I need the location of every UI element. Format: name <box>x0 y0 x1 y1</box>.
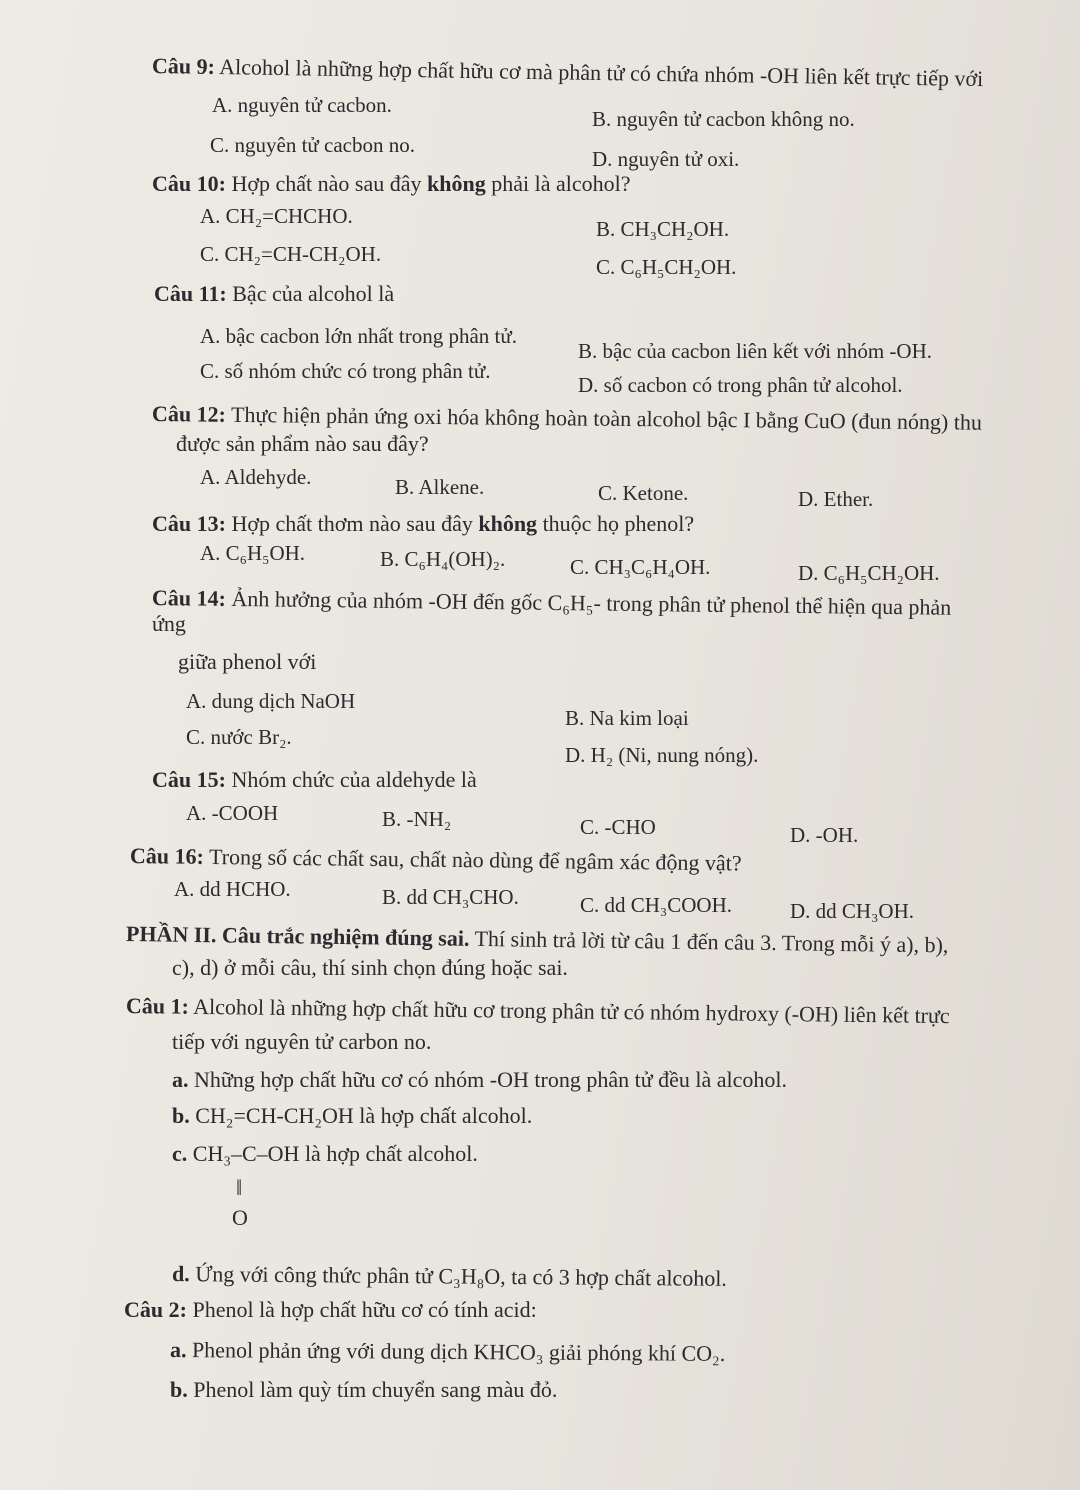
question-12-text-1: Thực hiện phản ứng oxi hóa không hoàn toàn alcohol bậc I bằng CuO (đun nóng) thu <box>230 401 983 435</box>
question-10 <box>152 170 630 198</box>
question-12-option-a: A. Aldehyde. <box>200 465 312 489</box>
question-10-text-post: phải là alcohol? <box>491 171 631 196</box>
question-10-text-bold: không <box>426 171 486 196</box>
question-16-text: Trong số các chất sau, chất nào dùng để ngâm xác động vật? <box>208 843 742 876</box>
question-13-option-c: C. CH₃C₆H₄OH. <box>570 555 711 579</box>
part-2-text-2: c), d) ở mỗi câu, thí sinh chọn đúng hoặc sai. <box>172 955 568 980</box>
question-14-option-c: C. nước Br₂. <box>186 725 292 749</box>
question-11-option-d: D. số cacbon có trong phân tử alcohol. <box>578 373 903 397</box>
question-10-label: Câu 10: <box>152 171 226 196</box>
question-11-option-c: C. số nhóm chức có trong phân tử. <box>200 359 491 383</box>
question-10-option-b: B. CH₃CH₂OH. <box>596 217 730 241</box>
question-11-label: Câu 11: <box>154 281 227 306</box>
question-10-option-a: A. CH₂=CHCHO. <box>200 204 353 228</box>
question-14-line-1 <box>152 584 952 622</box>
question-13-option-b: B. C₆H₄(OH)₂. <box>380 547 506 571</box>
tf-question-1-a-text: Những hợp chất hữu cơ có nhóm -OH trong phân tử đều là alcohol. <box>194 1067 788 1092</box>
question-16-option-c: C. dd CH₃COOH. <box>580 893 733 917</box>
tf-question-1-item-a <box>172 1066 787 1094</box>
part-2-text-1: Thí sinh trả lời từ câu 1 đến câu 3. Trong mỗi ý a), b), <box>474 925 949 958</box>
question-13 <box>152 510 694 538</box>
tf-question-1-item-c <box>172 1140 478 1168</box>
question-14-option-b: B. Na kim loại <box>565 706 689 730</box>
question-11-option-a: A. bậc cacbon lớn nhất trong phân tử. <box>200 324 517 348</box>
question-13-label: Câu 13: <box>152 511 226 536</box>
tf-question-1-text-1: Alcohol là những hợp chất hữu cơ trong phân tử có nhóm hydroxy (-OH) liên kết trực <box>193 993 950 1029</box>
question-14-text-3: giữa phenol với <box>178 649 317 674</box>
question-12-option-d: D. Ether. <box>798 487 874 511</box>
question-16-label: Câu 16: <box>129 843 205 869</box>
tf-question-1-b-text: CH₂=CH-CH₂OH là hợp chất alcohol. <box>195 1103 533 1128</box>
question-14-text-2: ứng <box>152 611 186 636</box>
question-14-option-d: D. H₂ (Ni, nung nóng). <box>565 743 759 767</box>
question-14-text-1: Ảnh hưởng của nhóm -OH đến gốc C₆H₅- trong phân tử phenol thể hiện qua phản <box>231 585 952 620</box>
tf-question-1-line-1 <box>126 992 950 1030</box>
question-11-text: Bậc của alcohol là <box>232 281 395 306</box>
question-13-text-bold: không <box>478 511 538 536</box>
question-13-text-post: thuộc họ phenol? <box>542 511 695 536</box>
question-9-option-a: A. nguyên tử cacbon. <box>212 93 392 117</box>
tf-question-1-item-b <box>172 1102 532 1130</box>
question-14-option-a: A. dung dịch NaOH <box>186 689 356 713</box>
tf-question-2-label: Câu 2: <box>124 1297 187 1322</box>
question-9-text: Alcohol là những hợp chất hữu cơ mà phân tử có chứa nhóm -OH liên kết trực tiếp với <box>219 54 984 92</box>
tf-question-2 <box>124 1296 537 1324</box>
question-12-text-2: được sản phẩm nào sau đây? <box>176 431 429 456</box>
tf-question-2-b-label: b. <box>170 1377 188 1402</box>
question-10-option-c: C. CH₂=CH-CH₂OH. <box>200 242 382 266</box>
question-13-option-a: A. C₆H₅OH. <box>200 541 306 565</box>
question-16-option-b: B. dd CH₃CHO. <box>382 885 519 909</box>
tf-question-1-text-2: tiếp với nguyên tử carbon no. <box>172 1029 432 1054</box>
tf-question-1-c-double-bond: ‖ <box>236 1175 243 1200</box>
question-14-label: Câu 14: <box>151 585 227 611</box>
tf-question-1-c-label: c. <box>172 1141 188 1166</box>
question-16-option-d: D. dd CH₃OH. <box>790 899 914 923</box>
question-13-option-d: D. C₆H₅CH₂OH. <box>798 561 940 585</box>
question-15-option-b: B. -NH₂ <box>382 807 452 831</box>
question-16 <box>130 842 742 877</box>
tf-question-1-a-label: a. <box>172 1067 189 1092</box>
tf-question-1-label: Câu 1: <box>125 993 190 1019</box>
tf-question-2-b-text: Phenol làm quỳ tím chuyển sang màu đỏ. <box>193 1377 558 1402</box>
tf-question-2-item-a <box>170 1336 725 1368</box>
question-15-option-a: A. -COOH <box>186 801 279 825</box>
question-12-option-c: C. Ketone. <box>598 481 689 505</box>
tf-question-1-item-d <box>172 1260 727 1293</box>
tf-question-2-item-b <box>170 1376 557 1404</box>
tf-question-1-d-label: d. <box>171 1261 190 1287</box>
question-10-option-d: C. C₆H₅CH₂OH. <box>596 255 737 279</box>
question-15-label: Câu 15: <box>152 767 226 792</box>
question-16-option-a: A. dd HCHO. <box>174 877 291 901</box>
tf-question-2-a-text: Phenol phản ứng với dung dịch KHCO₃ giải phóng khí CO₂. <box>191 1337 726 1366</box>
question-10-text-pre: Hợp chất nào sau đây <box>231 171 422 196</box>
tf-question-2-a-label: a. <box>169 1337 187 1363</box>
question-9-option-c: C. nguyên tử cacbon no. <box>210 133 416 157</box>
tf-question-1-d-text: Ứng với công thức phân tử C₃H₈O, ta có 3 hợp chất alcohol. <box>195 1261 727 1291</box>
question-9-option-b: B. nguyên tử cacbon không no. <box>592 107 855 131</box>
question-9-option-d: D. nguyên tử oxi. <box>592 147 740 171</box>
question-12-label: Câu 12: <box>151 401 227 427</box>
part-2-title: PHẦN II. Câu trắc nghiệm đúng sai. <box>125 921 470 951</box>
question-9-label: Câu 9: <box>151 53 216 79</box>
question-9 <box>152 52 984 93</box>
tf-question-1-b-label: b. <box>172 1103 190 1128</box>
question-15-option-d: D. -OH. <box>790 823 859 847</box>
tf-question-2-text: Phenol là hợp chất hữu cơ có tính acid: <box>192 1297 537 1322</box>
question-11-option-b: B. bậc của cacbon liên kết với nhóm -OH. <box>578 339 932 363</box>
tf-question-1-c-oxygen: O <box>232 1205 248 1230</box>
tf-question-1-c-text: CH₃–C–OH là hợp chất alcohol. <box>192 1141 478 1166</box>
question-12-option-b: B. Alkene. <box>395 475 485 499</box>
question-11 <box>154 280 394 308</box>
question-13-text-pre: Hợp chất thơm nào sau đây <box>231 511 473 536</box>
question-15-text: Nhóm chức của aldehyde là <box>231 767 477 792</box>
question-15 <box>152 766 477 794</box>
question-15-option-c: C. -CHO <box>580 815 656 839</box>
